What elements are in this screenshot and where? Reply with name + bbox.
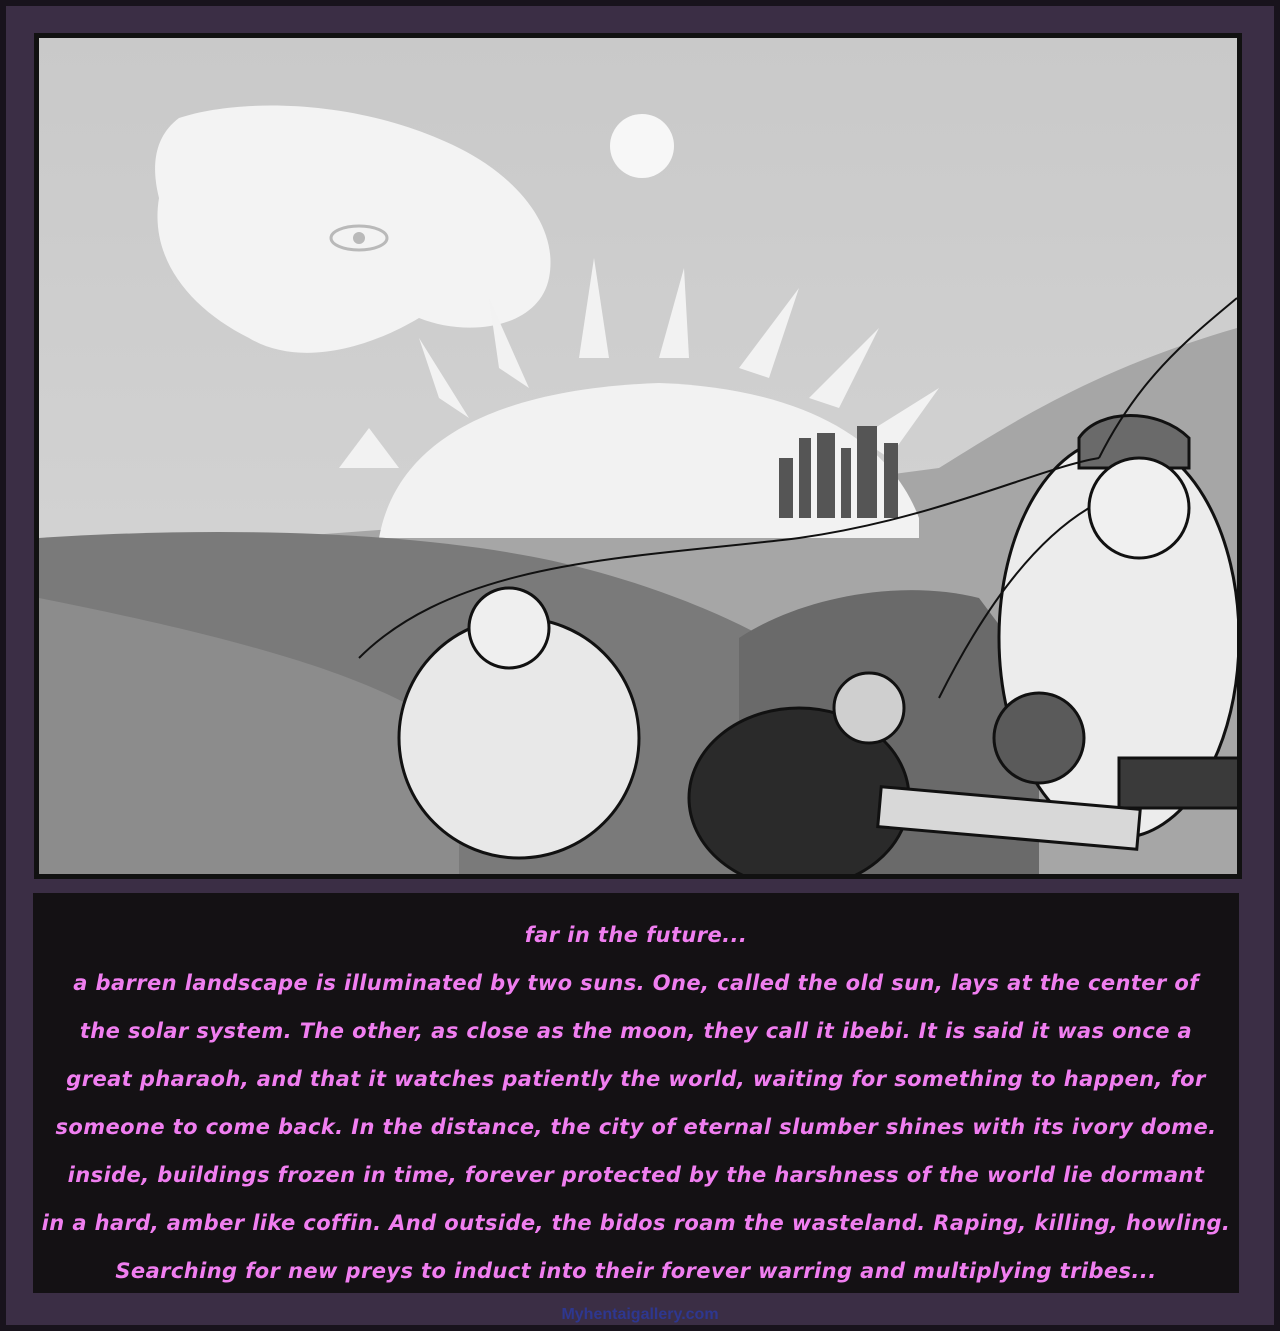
caption-box xyxy=(33,893,1239,1293)
watermark: Myhentaigallery.com xyxy=(561,1306,719,1323)
caption-line-2: a barren landscape is illuminated by two suns. One, called the old sun, lays at the center of xyxy=(73,971,1199,995)
caption-line-6: inside, buildings frozen in time, forever protected by the harshness of the world lie dormant xyxy=(67,1163,1205,1187)
caption-line-3: the solar system. The other, as close as the moon, they call it ibebi. It is said it was once a xyxy=(79,1019,1193,1043)
caption-line-7: in a hard, amber like coffin. And outside, the bidos roam the wasteland. Raping, killing, howling. xyxy=(41,1211,1231,1235)
caption-line-4: great pharaoh, and that it watches patiently the world, waiting for something to happen, for xyxy=(66,1067,1206,1091)
caption-line-8: Searching for new preys to induct into their forever warring and multiplying tribes... xyxy=(115,1259,1157,1283)
caption-line-1: far in the future... xyxy=(524,923,748,947)
sun-icon xyxy=(610,114,674,178)
caption-line-5: someone to come back. In the distance, the city of eternal slumber shines with its ivory dome. xyxy=(55,1115,1217,1139)
comic-illustration-panel xyxy=(34,33,1242,879)
wasteland-comic-panel-icon xyxy=(39,38,1237,874)
